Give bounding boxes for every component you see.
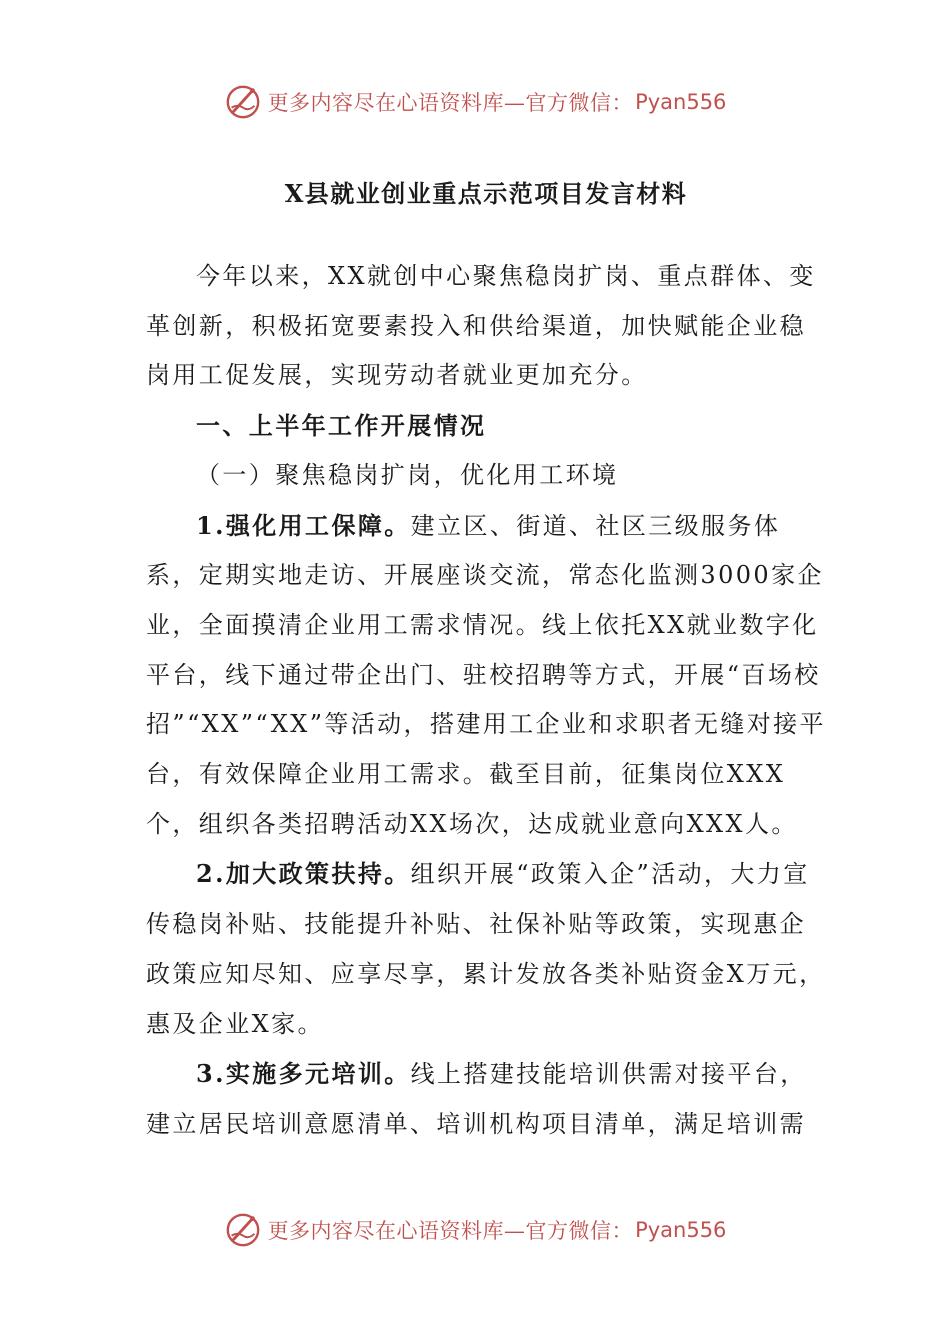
item-heading-2: 2.加大政策扶持。 [196,859,411,889]
section-heading-1: 一、上半年工作开展情况 [196,411,487,441]
item-body-3: 线上搭建技能培训供需对接平台，建立居民培训意愿清单、培训机构项目清单，满足培训需 [146,1060,807,1138]
item-paragraph-2 [146,849,826,1049]
intro-paragraph: 今年以来，XX就创中心聚焦稳岗扩岗、重点群体、变革创新，积极拓宽要素投入和供给渠道，加快赋能企业稳岗用工促发展，实现劳动者就业更加充分。 [146,262,816,390]
watermark-banner-top [0,80,950,124]
item-paragraph-1 [146,501,826,850]
document-title: X县就业创业重点示范项目发言材料 [284,179,688,208]
item-body-1: 建立区、街道、社区三级服务体系，定期实地走访、开展座谈交流，常态化监测3000家企业，全面摸清企业用工需求情况。线上依托XX就业数字化平台，线下通过带企出门、驻校招聘等方式，开展“百场校招”“XX”“XX”等活动，搭建用工企业和求职者无缝对接平台，有效保障企业用工需求。截至目前，征集岗位XXX个，组织各类招聘活动XX场次，达成就业意向XXX人。 [146,511,826,838]
subsection-heading-1: （一）聚焦稳岗扩岗，优化用工环境 [196,460,619,489]
document-body [146,172,826,1150]
item-heading-1: 1.强化用工保障。 [196,510,411,540]
pen-circle-logo-icon [224,1211,262,1249]
item-heading-3: 3.实施多元培训。 [196,1059,411,1089]
item-paragraph-3 [146,1049,826,1149]
watermark-text: 更多内容尽在心语资料库—官方微信： [267,91,634,115]
watermark-banner-bottom [0,1208,950,1252]
watermark-text: 更多内容尽在心语资料库—官方微信： [267,1219,634,1243]
pen-circle-logo-icon [224,83,262,121]
item-body-2: 组织开展“政策入企”活动，大力宣传稳岗补贴、技能提升补贴、社保补贴等政策，实现惠企政策应知尽知、应享尽享，累计发放各类补贴资金X万元，惠及企业X家。 [146,860,826,1038]
watermark-wechat: Pyan556 [635,1218,727,1242]
watermark-wechat: Pyan556 [635,90,727,114]
